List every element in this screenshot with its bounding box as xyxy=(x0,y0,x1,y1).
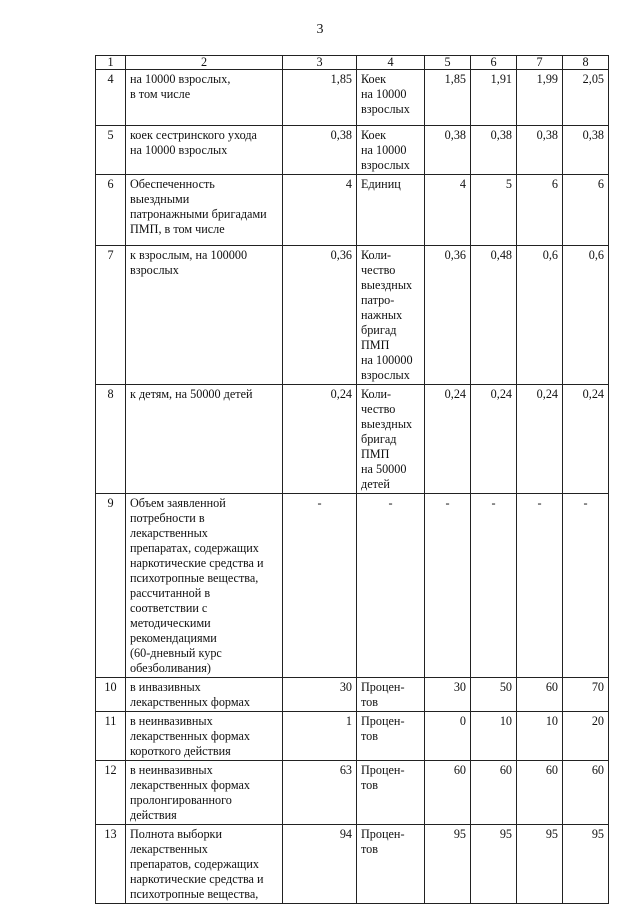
header-cell: 4 xyxy=(357,56,425,70)
baseline-value: 0,38 xyxy=(283,126,357,175)
row-number: 4 xyxy=(96,70,126,126)
value-col-6: - xyxy=(471,494,517,678)
header-cell: 7 xyxy=(517,56,563,70)
value-col-7: - xyxy=(517,494,563,678)
value-col-6: 0,24 xyxy=(471,385,517,494)
value-col-7: 10 xyxy=(517,712,563,761)
row-number: 7 xyxy=(96,246,126,385)
row-number: 13 xyxy=(96,825,126,904)
row-number: 9 xyxy=(96,494,126,678)
value-col-8: 70 xyxy=(563,678,609,712)
indicator-name: Полнота выборки лекарственных препаратов, содержащих наркотические средства и психотропные вещества, xyxy=(126,825,283,904)
unit-of-measure: Процен- тов xyxy=(357,825,425,904)
table-row xyxy=(96,70,609,126)
value-col-8: 2,05 xyxy=(563,70,609,126)
indicator-name: к детям, на 50000 детей xyxy=(126,385,283,494)
baseline-value: - xyxy=(283,494,357,678)
value-col-8: 95 xyxy=(563,825,609,904)
indicator-name: в инвазивных лекарственных формах xyxy=(126,678,283,712)
row-number: 12 xyxy=(96,761,126,825)
unit-of-measure: Коек на 10000 взрослых xyxy=(357,70,425,126)
baseline-value: 1 xyxy=(283,712,357,761)
indicator-name: Объем заявленной потребности в лекарственных препаратах, содержащих наркотические средства и психотропные вещества, рассчитанной в соответствии с методическими рекомендациями (60-дневный курс обезболивания) xyxy=(126,494,283,678)
table-row xyxy=(96,678,609,712)
header-cell: 5 xyxy=(425,56,471,70)
page-number: 3 xyxy=(316,22,324,37)
row-number: 5 xyxy=(96,126,126,175)
row-number: 6 xyxy=(96,175,126,246)
baseline-value: 0,24 xyxy=(283,385,357,494)
baseline-value: 63 xyxy=(283,761,357,825)
value-col-8: 20 xyxy=(563,712,609,761)
row-number: 8 xyxy=(96,385,126,494)
header-cell: 3 xyxy=(283,56,357,70)
unit-of-measure: Коли- чество выездных бригад ПМП на 50000 детей xyxy=(357,385,425,494)
value-col-6: 0,48 xyxy=(471,246,517,385)
indicator-name: коек сестринского ухода на 10000 взрослых xyxy=(126,126,283,175)
baseline-value: 4 xyxy=(283,175,357,246)
value-col-6: 60 xyxy=(471,761,517,825)
value-col-8: 60 xyxy=(563,761,609,825)
value-col-5: 0,24 xyxy=(425,385,471,494)
header-cell: 1 xyxy=(96,56,126,70)
baseline-value: 1,85 xyxy=(283,70,357,126)
table-row xyxy=(96,825,609,904)
unit-of-measure: Процен- тов xyxy=(357,712,425,761)
table-row xyxy=(96,712,609,761)
value-col-6: 1,91 xyxy=(471,70,517,126)
value-col-5: 30 xyxy=(425,678,471,712)
unit-of-measure: Коли- чество выездных патро- нажных бригад ПМП на 100000 взрослых xyxy=(357,246,425,385)
value-col-7: 0,6 xyxy=(517,246,563,385)
value-col-8: 0,24 xyxy=(563,385,609,494)
unit-of-measure: - xyxy=(357,494,425,678)
row-number: 11 xyxy=(96,712,126,761)
indicators-table xyxy=(95,55,609,904)
table-header-row xyxy=(96,56,609,70)
value-col-5: 1,85 xyxy=(425,70,471,126)
indicator-name: к взрослым, на 100000 взрослых xyxy=(126,246,283,385)
indicator-name: в неинвазивных лекарственных формах короткого действия xyxy=(126,712,283,761)
value-col-7: 6 xyxy=(517,175,563,246)
unit-of-measure: Процен- тов xyxy=(357,678,425,712)
value-col-5: 0 xyxy=(425,712,471,761)
header-cell: 2 xyxy=(126,56,283,70)
value-col-7: 0,38 xyxy=(517,126,563,175)
value-col-5: 95 xyxy=(425,825,471,904)
unit-of-measure: Единиц xyxy=(357,175,425,246)
value-col-5: 0,36 xyxy=(425,246,471,385)
value-col-7: 60 xyxy=(517,761,563,825)
unit-of-measure: Процен- тов xyxy=(357,761,425,825)
value-col-5: 60 xyxy=(425,761,471,825)
table-row xyxy=(96,761,609,825)
indicator-name: в неинвазивных лекарственных формах пролонгированного действия xyxy=(126,761,283,825)
value-col-6: 0,38 xyxy=(471,126,517,175)
unit-of-measure: Коек на 10000 взрослых xyxy=(357,126,425,175)
indicator-name: Обеспеченность выездными патронажными бригадами ПМП, в том числе xyxy=(126,175,283,246)
value-col-5: - xyxy=(425,494,471,678)
value-col-6: 50 xyxy=(471,678,517,712)
value-col-8: 0,6 xyxy=(563,246,609,385)
value-col-5: 4 xyxy=(425,175,471,246)
value-col-8: - xyxy=(563,494,609,678)
value-col-5: 0,38 xyxy=(425,126,471,175)
value-col-8: 0,38 xyxy=(563,126,609,175)
baseline-value: 30 xyxy=(283,678,357,712)
header-cell: 6 xyxy=(471,56,517,70)
indicator-name: на 10000 взрослых, в том числе xyxy=(126,70,283,126)
header-cell: 8 xyxy=(563,56,609,70)
value-col-7: 0,24 xyxy=(517,385,563,494)
table-row xyxy=(96,385,609,494)
value-col-8: 6 xyxy=(563,175,609,246)
table-row xyxy=(96,246,609,385)
table-row xyxy=(96,175,609,246)
baseline-value: 0,36 xyxy=(283,246,357,385)
value-col-6: 95 xyxy=(471,825,517,904)
value-col-6: 10 xyxy=(471,712,517,761)
baseline-value: 94 xyxy=(283,825,357,904)
row-number: 10 xyxy=(96,678,126,712)
value-col-6: 5 xyxy=(471,175,517,246)
value-col-7: 95 xyxy=(517,825,563,904)
value-col-7: 1,99 xyxy=(517,70,563,126)
table-row xyxy=(96,126,609,175)
table-row xyxy=(96,494,609,678)
value-col-7: 60 xyxy=(517,678,563,712)
